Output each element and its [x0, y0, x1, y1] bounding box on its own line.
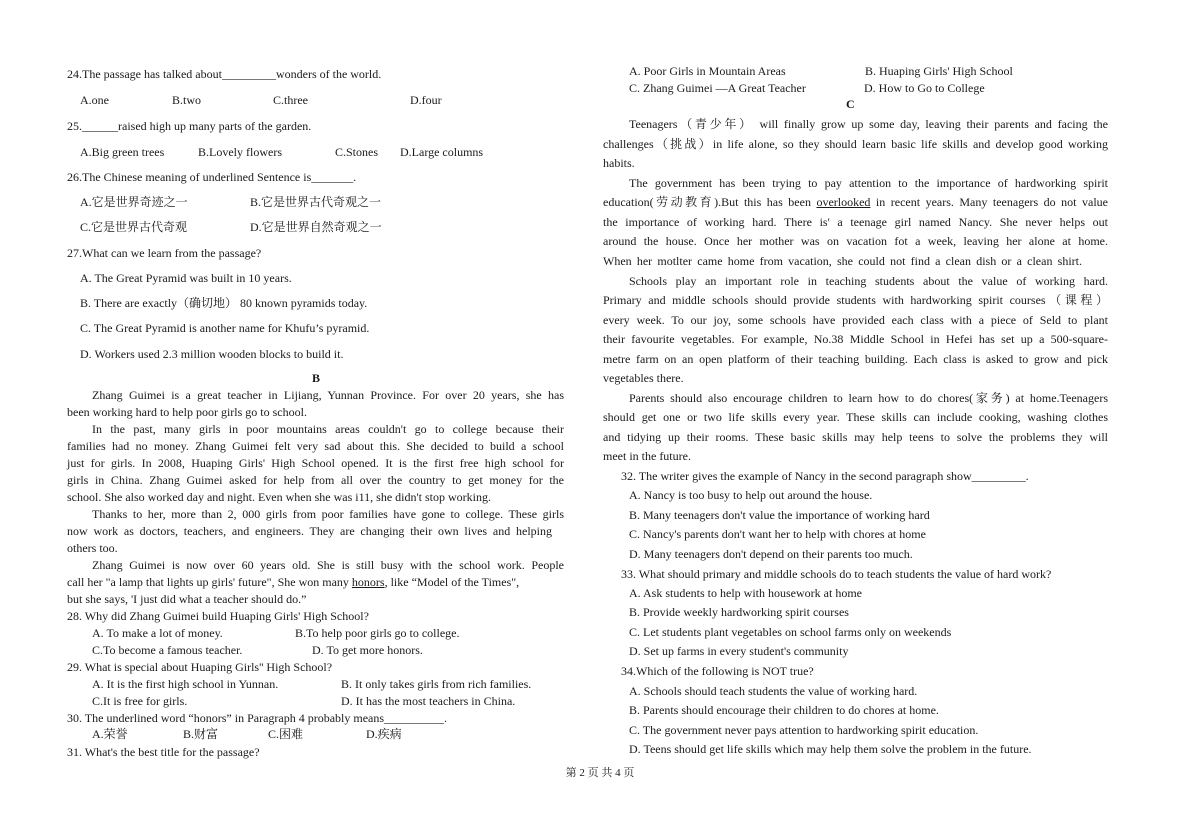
q31-stem: 31. What's the best title for the passage?	[67, 745, 260, 759]
passage-c-line: The government has been trying to pay attention to the importance of hardworking spirit	[629, 176, 1108, 190]
passage-c-line: habits.	[603, 156, 635, 170]
passage-b-line	[67, 574, 519, 590]
passage-c-line: metre farm on an open platform of their teaching building. Each class is asked to grow and pick	[603, 352, 1108, 366]
q28-option-d: D. To get more honors.	[312, 643, 423, 657]
q31-option-c: C. Zhang Guimei —A Great Teacher	[629, 81, 806, 95]
underlined-word-overlooked: overlooked	[816, 195, 871, 209]
q33-option-c: C. Let students plant vegetables on school farms only on weekends	[629, 625, 952, 639]
q33-stem: 33. What should primary and middle schools do to teach students the value of hard work?	[621, 567, 1052, 581]
passage-c-line: every week. To our joy, some schools have provided each class with a piece of Seld to plant	[603, 313, 1108, 327]
q28-option-b: B.To help poor girls go to college.	[295, 626, 460, 640]
q27-option-c: C. The Great Pyramid is another name for Khufu’s pyramid.	[80, 321, 370, 335]
passage-b-line: been working hard to help poor girls go to school.	[67, 405, 307, 419]
passage-c-line: meet in the future.	[603, 449, 691, 463]
q34-option-d: D. Teens should get life skills which may help them solve the problem in the future.	[629, 742, 1032, 756]
q29-option-b: B. It only takes girls from rich families.	[341, 677, 532, 691]
q30-option-c: C.困难	[268, 727, 304, 741]
passage-c-line: When her motlter came home from vacation, she could not find a clean dish or a clean shirt.	[603, 254, 1082, 268]
passage-b-line: school. She also worked day and night. Even when she was i11, she didn't stop working.	[67, 490, 491, 504]
passage-b-line: families had no money. Zhang Guimei felt very sad about this. She decided to build a school	[67, 439, 564, 453]
passage-b-line: now work as doctors, teachers, and engineers. They are changing their own lives and helping	[67, 524, 552, 538]
passage-b-line: just for girls. In 2008, Huaping Girls' High School opened. It is the first free high school for	[67, 456, 564, 470]
passage-c-line: their favourite vegetables. For example, No.38 Middle School in Hefei has set up a 500-square-	[603, 332, 1108, 346]
q34-stem: 34.Which of the following is NOT true?	[621, 664, 814, 678]
passage-c-line: Primary and middle schools should provide students with hardworking spirit courses（课程）	[603, 293, 1108, 307]
page-number: 第 2 页 共 4 页	[565, 767, 635, 779]
passage-c-line: vegetables there.	[603, 371, 684, 385]
passage-c-line: Teenagers（青少年） will finally grow up some day, leaving their parents and facing the	[629, 117, 1108, 131]
passage-b-text: call her "a lamp that lights up girls' future", She won many	[67, 575, 352, 589]
q24-option-b: B.two	[172, 93, 202, 107]
q25-option-a: A.Big green trees	[80, 145, 165, 159]
passage-c-line: challenges（挑战）in life alone, so they should learn basic life skills and develop good working	[603, 137, 1108, 151]
passage-c-text: in recent years. Many teenagers do not value	[870, 195, 1108, 209]
passage-c-line: Schools play an important role in teaching students about the value of working hard.	[629, 274, 1108, 288]
q30-option-d: D.疾病	[366, 727, 402, 741]
q27-option-b: B. There are exactly（确切地） 80 known pyramids today.	[80, 296, 368, 310]
passage-c-line: Parents should also encourage children to learn how to do chores(家务) at home.Teenagers	[629, 391, 1108, 405]
q29-stem: 29. What is special about Huaping Girls'' High School?	[67, 660, 333, 674]
passage-c-line: should get one or two life skills every year. These skills can include cooking, washing clothes	[603, 410, 1108, 424]
q30-stem: 30. The underlined word “honors” in Paragraph 4 probably means__________.	[67, 711, 448, 725]
q25-stem: 25.______raised high up many parts of the garden.	[67, 119, 312, 133]
q29-option-c: C.It is free for girls.	[92, 694, 188, 708]
passage-b-text: , like “Model of the Times",	[384, 575, 520, 589]
q32-option-d: D. Many teenagers don't depend on their parents too much.	[629, 547, 913, 561]
passage-c-line	[603, 194, 1108, 210]
q27-option-d: D. Workers used 2.3 million wooden blocks to build it.	[80, 347, 344, 361]
q33-option-a: A. Ask students to help with housework at home	[629, 586, 862, 600]
q32-option-b: B. Many teenagers don't value the importance of working hard	[629, 508, 930, 522]
q33-option-d: D. Set up farms in every student's community	[629, 644, 849, 658]
q26-option-c: C.它是世界古代奇观	[80, 220, 188, 234]
q31-option-d: D. How to Go to College	[864, 81, 985, 95]
passage-c-line: and tidying up their rooms. These basic skills may help teens to solve the problems they will	[603, 430, 1108, 444]
q25-option-b: B.Lovely flowers	[198, 145, 282, 159]
q24-option-d: D.four	[410, 93, 442, 107]
q27-option-a: A. The Great Pyramid was built in 10 years.	[80, 271, 292, 285]
q26-stem: 26.The Chinese meaning of underlined Sentence is_______.	[67, 170, 357, 184]
q26-option-b: B.它是世界古代奇观之一	[250, 195, 382, 209]
passage-b-line: Zhang Guimei is a great teacher in Lijiang, Yunnan Province. For over 20 years, she has	[92, 388, 564, 402]
passage-b-line: girls in China. Zhang Guimei asked for help from all over the country to get money for the	[67, 473, 564, 487]
passage-b-line: Thanks to her, more than 2, 000 girls from poor families have gone to college. These girls	[92, 507, 564, 521]
q30-option-a: A.荣誉	[92, 727, 128, 741]
q24-option-c: C.three	[273, 93, 308, 107]
q33-option-b: B. Provide weekly hardworking spirit courses	[629, 605, 849, 619]
q28-stem: 28. Why did Zhang Guimei build Huaping Girls' High School?	[67, 609, 369, 623]
section-c-heading: C	[846, 97, 855, 111]
q34-option-c: C. The government never pays attention to hardworking spirit education.	[629, 723, 979, 737]
q24-option-a: A.one	[80, 93, 109, 107]
q32-option-a: A. Nancy is too busy to help out around the house.	[629, 488, 873, 502]
underlined-word-honors: honors	[351, 575, 385, 589]
q27-stem: 27.What can we learn from the passage?	[67, 246, 262, 260]
passage-b-line: In the past, many girls in poor mountains areas couldn't go to college because their	[92, 422, 564, 436]
passage-c-text: education(劳动教育).But this has been	[603, 195, 817, 209]
passage-c-line: around the house. Once her mother was on vacation fot a week, leaving her alone at home.	[603, 234, 1108, 248]
q30-option-b: B.财富	[183, 727, 219, 741]
q28-option-a: A. To make a lot of money.	[92, 626, 223, 640]
passage-b-line: but she says, 'I just did what a teacher should do.”	[67, 592, 307, 606]
passage-b-line: others too.	[67, 541, 118, 555]
q26-option-a: A.它是世界奇迹之一	[80, 195, 188, 209]
q25-option-c: C.Stones	[335, 145, 379, 159]
q34-option-a: A. Schools should teach students the value of working hard.	[629, 684, 918, 698]
q25-option-d: D.Large columns	[400, 145, 484, 159]
q29-option-a: A. It is the first high school in Yunnan.	[92, 677, 279, 691]
section-b-heading: B	[312, 371, 321, 385]
passage-b-line: Zhang Guimei is now over 60 years old. She is still busy with the school work. People	[92, 558, 564, 572]
q31-option-b: B. Huaping Girls' High School	[865, 64, 1013, 78]
q32-stem: 32. The writer gives the example of Nancy in the second paragraph show_________.	[621, 469, 1029, 483]
q34-option-b: B. Parents should encourage their children to do chores at home.	[629, 703, 939, 717]
q26-option-d: D.它是世界自然奇观之一	[250, 220, 382, 234]
q24-stem: 24.The passage has talked about_________wonders of the world.	[67, 67, 382, 81]
q29-option-d: D. It has the most teachers in China.	[341, 694, 516, 708]
passage-c-line: the importance of working hard. There is' a teenage girl named Nancy. She never helps out	[603, 215, 1108, 229]
q31-option-a: A. Poor Girls in Mountain Areas	[629, 64, 786, 78]
q32-option-c: C. Nancy's parents don't want her to help with chores at home	[629, 527, 926, 541]
q28-option-c: C.To become a famous teacher.	[92, 643, 243, 657]
